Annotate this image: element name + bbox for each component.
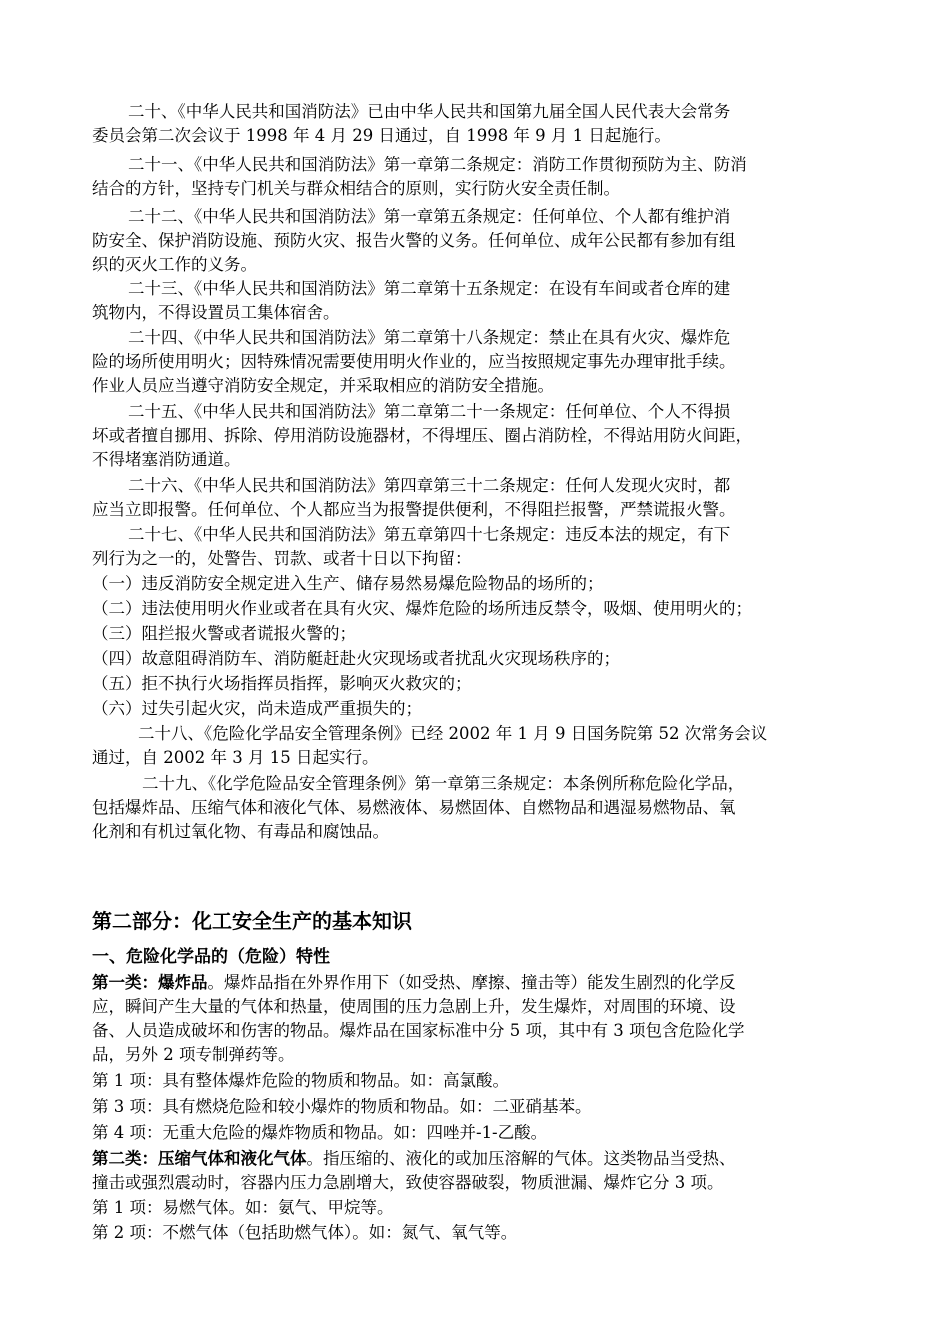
clause-29-line-3: 化剂和有机过氧化物、有毒品和腐蚀品。: [92, 822, 389, 841]
clause-24-line-2: 险的场所使用明火；因特殊情况需要使用明火作业的，应当按照规定事先办理审批手续。: [92, 352, 736, 371]
clause-27-line-1: 二十七、《中华人民共和国消防法》第五章第四十七条规定：违反本法的规定，有下: [128, 525, 731, 544]
list-item-6: （六）过失引起火灾，尚未造成严重损失的；: [92, 699, 422, 718]
section-heading: 一、危险化学品的（危险）特性: [92, 947, 330, 967]
list-item-1: （一）违反消防安全规定进入生产、储存易然易爆危险物品的场所的；: [92, 574, 604, 593]
class1-item-4: 第 4 项：无重大危险的爆炸物质和物品。如：四唑并-1-乙酸。: [92, 1123, 548, 1142]
class1-line-2: 应，瞬间产生大量的气体和热量，使周围的压力急剧上升，发生爆炸，对周围的环境、设: [92, 997, 736, 1016]
list-item-3: （三）阻拦报火警或者谎报火警的；: [92, 624, 356, 643]
clause-29-line-1: 二十九、《化学危险品安全管理条例》第一章第三条规定：本条例所称危险化学品，: [142, 774, 745, 793]
clause-28-line-2: 通过，自 2002 年 3 月 15 日起实行。: [92, 748, 379, 767]
clause-24-line-3: 作业人员应当遵守消防安全规定，并采取相应的消防安全措施。: [92, 376, 554, 395]
class1-line-3: 备、人员造成破坏和伤害的物品。爆炸品在国家标准中分 5 项，其中有 3 项包含危险化学: [92, 1021, 745, 1040]
list-item-4: （四）故意阻碍消防车、消防艇赶赴火灾现场或者扰乱火灾现场秩序的；: [92, 649, 620, 668]
list-item-5: （五）拒不执行火场指挥员指挥，影响灭火救灾的；: [92, 674, 472, 693]
class1-text: 。爆炸品指在外界作用下（如受热、摩擦、撞击等）能发生剧烈的化学反: [207, 973, 736, 992]
class2-line-1: [92, 1148, 862, 1170]
clause-24-line-1: 二十四、《中华人民共和国消防法》第二章第十八条规定：禁止在具有火灾、爆炸危: [128, 328, 731, 347]
clause-27-line-2: 列行为之一的，处警告、罚款、或者十日以下拘留：: [92, 549, 472, 568]
clause-23-line-2: 筑物内，不得设置员工集体宿舍。: [92, 303, 340, 322]
class2-label: 第二类：压缩气体和液化气体: [92, 1149, 307, 1168]
list-item-2: （二）违法使用明火作业或者在具有火灾、爆炸危险的场所违反禁令，吸烟、使用明火的；: [92, 599, 752, 618]
clause-21-line-1: 二十一、《中华人民共和国消防法》第一章第二条规定：消防工作贯彻预防为主、防消: [128, 155, 747, 174]
clause-26-line-1: 二十六、《中华人民共和国消防法》第四章第三十二条规定：任何人发现火灾时，都: [128, 476, 731, 495]
part2-heading: 第二部分：化工安全生产的基本知识: [92, 909, 412, 933]
class2-item-2: 第 2 项：不燃气体（包括助燃气体）。如：氮气、氧气等。: [92, 1223, 518, 1242]
class1-label: 第一类：爆炸品: [92, 973, 208, 992]
class1-line-1: [92, 972, 862, 994]
clause-28-line-1: 二十八、《危险化学品安全管理条例》已经 2002 年 1 月 9 日国务院第 52 次常务会议: [138, 724, 768, 743]
clause-25-line-2: 坏或者擅自挪用、拆除、停用消防设施器材，不得埋压、圈占消防栓，不得站用防火间距，: [92, 426, 752, 445]
clause-29-line-2: 包括爆炸品、压缩气体和液化气体、易燃液体、易燃固体、自燃物品和遇湿易燃物品、氧: [92, 798, 736, 817]
class2-item-1: 第 1 项：易燃气体。如：氨气、甲烷等。: [92, 1198, 394, 1217]
clause-20-line-2: 委员会第二次会议于 1998 年 4 月 29 日通过，自 1998 年 9 月 1 日起施行。: [92, 126, 671, 145]
clause-20-line-1: 二十、《中华人民共和国消防法》已由中华人民共和国第九届全国人民代表大会常务: [128, 102, 731, 121]
class2-text: 。指压缩的、液化的或加压溶解的气体。这类物品当受热、: [306, 1149, 736, 1168]
clause-26-line-2: 应当立即报警。任何单位、个人都应当为报警提供便利，不得阻拦报警，严禁谎报火警。: [92, 500, 736, 519]
clause-22-line-3: 织的灭火工作的义务。: [92, 255, 257, 274]
clause-23-line-1: 二十三、《中华人民共和国消防法》第二章第十五条规定：在设有车间或者仓库的建: [128, 279, 731, 298]
clause-25-line-3: 不得堵塞消防通道。: [92, 450, 241, 469]
clause-25-line-1: 二十五、《中华人民共和国消防法》第二章第二十一条规定：任何单位、个人不得损: [128, 402, 731, 421]
class2-line-2: 撞击或强烈震动时，容器内压力急剧增大，致使容器破裂，物质泄漏、爆炸它分 3 项。: [92, 1173, 724, 1192]
class1-line-4: 品，另外 2 项专制弹药等。: [92, 1045, 295, 1064]
clause-22-line-1: 二十二、《中华人民共和国消防法》第一章第五条规定：任何单位、个人都有维护消: [128, 207, 731, 226]
class1-item-3: 第 3 项：具有燃烧危险和较小爆炸的物质和物品。如：二亚硝基苯。: [92, 1097, 592, 1116]
clause-21-line-2: 结合的方针，坚持专门机关与群众相结合的原则，实行防火安全责任制。: [92, 179, 620, 198]
class1-item-1: 第 1 项：具有整体爆炸危险的物质和物品。如：高氯酸。: [92, 1071, 509, 1090]
clause-22-line-2: 防安全、保护消防设施、预防火灾、报告火警的义务。任何单位、成年公民都有参加有组: [92, 231, 736, 250]
